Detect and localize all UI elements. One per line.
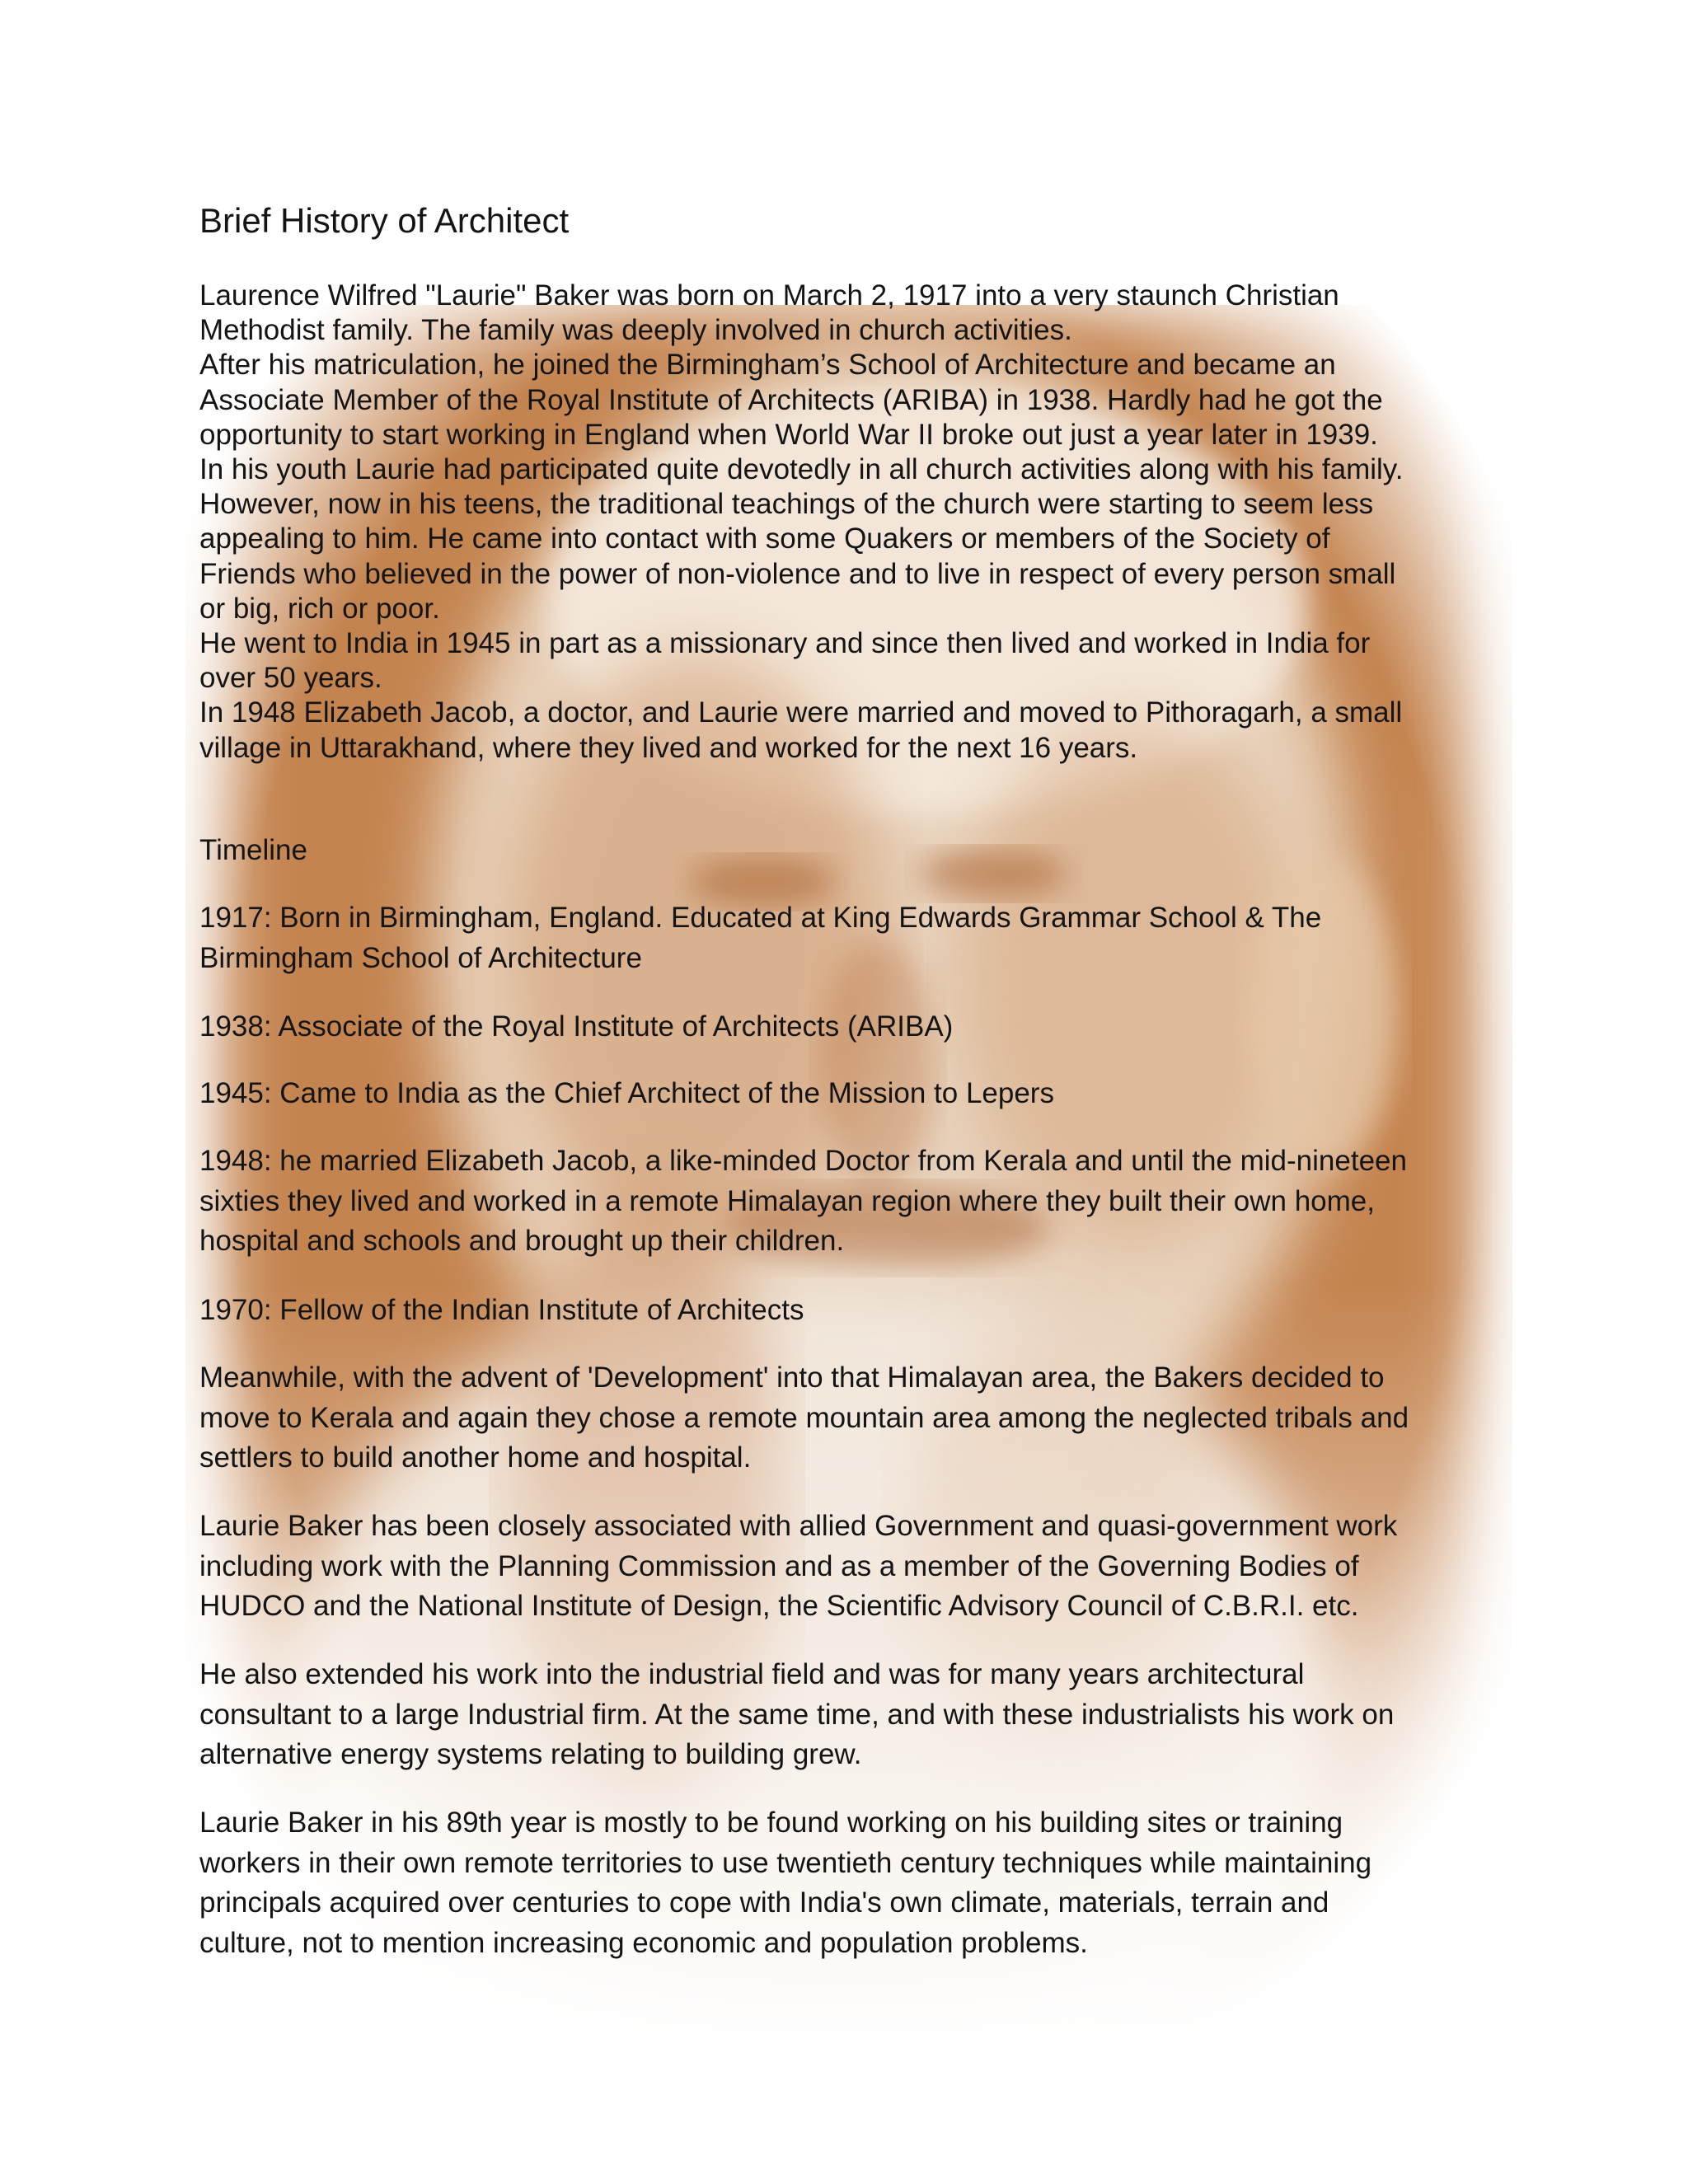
timeline-line: sixties they lived and worked in a remote Himalayan region where they built their own home, [199, 1184, 1375, 1217]
intro-line: After his matriculation, he joined the Birmingham’s School of Architecture and became an [199, 349, 1336, 382]
timeline-line: 1938: Associate of the Royal Institute of Architects (ARIBA) [199, 1010, 954, 1043]
timeline-line: Birmingham School of Architecture [199, 941, 642, 974]
intro-paragraph [199, 279, 1485, 766]
intro-line: appealing to him. He came into contact with some Quakers or members of the Society of [199, 523, 1330, 555]
intro-line: He went to India in 1945 in part as a missionary and since then lived and worked in India for [199, 627, 1371, 660]
paragraph-industrial-work [199, 1655, 1485, 1775]
paragraph-line: Meanwhile, with the advent of 'Development' into that Himalayan area, the Bakers decided to [199, 1361, 1385, 1394]
timeline-entry-1948 [199, 1141, 1485, 1262]
paragraph-government-work [199, 1507, 1485, 1627]
timeline-entry-1938 [199, 1007, 1485, 1047]
intro-line: However, now in his teens, the traditional teachings of the church were starting to seem less [199, 488, 1374, 521]
intro-line: In his youth Laurie had participated quite devotedly in all church activities along with his family. [199, 453, 1404, 486]
intro-line: or big, rich or poor. [199, 592, 440, 625]
paragraph-89th-year [199, 1803, 1485, 1963]
intro-line: Friends who believed in the power of non-violence and to live in respect of every person small [199, 557, 1396, 590]
paragraph-line: consultant to a large Industrial firm. At the same time, and with these industrialists his work on [199, 1698, 1395, 1731]
intro-line: opportunity to start working in England when World War II broke out just a year later in 1939. [199, 418, 1378, 451]
paragraph-line: principals acquired over centuries to cope with India's own climate, materials, terrain and [199, 1886, 1329, 1919]
paragraph-line: Laurie Baker has been closely associated with allied Government and quasi-government work [199, 1510, 1398, 1542]
timeline-line: hospital and schools and brought up their children. [199, 1225, 845, 1258]
intro-line: Methodist family. The family was deeply involved in church activities. [199, 314, 1072, 347]
intro-line: Associate Member of the Royal Institute of Architects (ARIBA) in 1938. Hardly had he got the [199, 383, 1383, 416]
intro-line: In 1948 Elizabeth Jacob, a doctor, and Laurie were married and moved to Pithoragarh, a small [199, 696, 1403, 729]
intro-line: Laurence Wilfred "Laurie" Baker was born on March 2, 1917 into a very staunch Christian [199, 279, 1339, 312]
paragraph-line: settlers to build another home and hospital. [199, 1441, 752, 1474]
timeline-line: 1948: he married Elizabeth Jacob, a like-minded Doctor from Kerala and until the mid-nineteen [199, 1145, 1407, 1177]
paragraph-line: move to Kerala and again they chose a remote mountain area among the neglected tribals and [199, 1401, 1409, 1434]
paragraph-line: He also extended his work into the industrial field and was for many years architectural [199, 1658, 1305, 1690]
paragraph-line: Laurie Baker in his 89th year is mostly to be found working on his building sites or training [199, 1807, 1343, 1839]
timeline-line: 1917: Born in Birmingham, England. Educated at King Edwards Grammar School & The [199, 902, 1322, 934]
timeline-entry-1945 [199, 1074, 1485, 1114]
paragraph-line: workers in their own remote territories to use twentieth century techniques while maintaining [199, 1846, 1372, 1879]
timeline-heading: Timeline [199, 834, 307, 866]
paragraph-line: HUDCO and the National Institute of Design, the Scientific Advisory Council of C.B.R.I. etc. [199, 1590, 1359, 1623]
paragraph-line: including work with the Planning Commission and as a member of the Governing Bodies of [199, 1549, 1359, 1582]
timeline-entry-1917 [199, 898, 1485, 978]
paragraph-line: alternative energy systems relating to building grew. [199, 1738, 862, 1771]
intro-line: village in Uttarakhand, where they lived and worked for the next 16 years. [199, 731, 1138, 764]
intro-line: over 50 years. [199, 662, 382, 695]
timeline-line: 1945: Came to India as the Chief Architect of the Mission to Lepers [199, 1077, 1054, 1109]
document-title: Brief History of Architect [199, 201, 570, 240]
paragraph-move-to-kerala [199, 1358, 1485, 1479]
timeline-entry-1970 [199, 1291, 1485, 1331]
paragraph-line: culture, not to mention increasing economic and population problems. [199, 1926, 1088, 1959]
timeline-line: 1970: Fellow of the Indian Institute of Architects [199, 1294, 804, 1326]
